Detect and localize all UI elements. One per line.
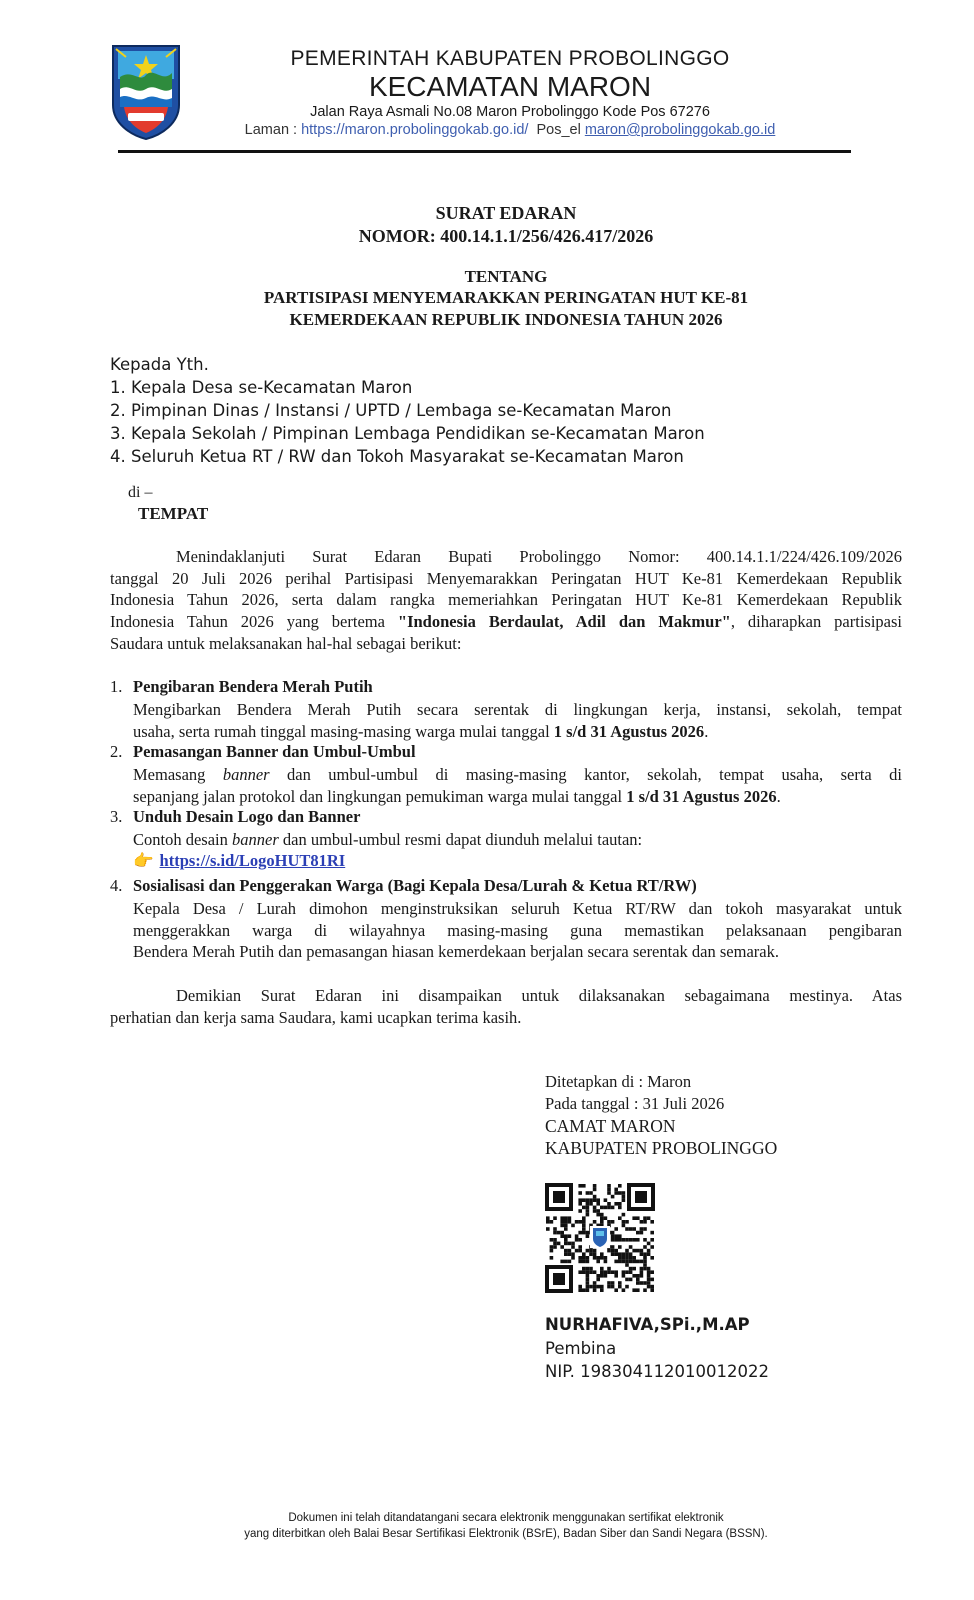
doc-type: SURAT EDARAN	[435, 203, 577, 223]
point-body: Contoh desain banner dan umbul-umbul resmi dapat diunduh melalui tautan:	[133, 830, 643, 849]
point-heading: Unduh Desain Logo dan Banner	[133, 807, 361, 826]
letterhead-address: Jalan Raya Asmali No.08 Maron Probolinggo Kode Pos 67276	[310, 104, 710, 120]
website-link[interactable]: https://maron.probolinggokab.go.id/	[301, 122, 529, 138]
point-heading: Pemasangan Banner dan Umbul-Umbul	[133, 742, 416, 761]
footer-note-2: yang diterbitkan oleh Balai Besar Sertifikasi Elektronik (BSrE), Badan Siber dan Sandi Negara (BSSN).	[244, 1528, 768, 1540]
point-number: 1.	[110, 677, 123, 696]
point-body: Kepala Desa / Lurah dimohon menginstruksikan seluruh Ketua RT/RW dan tokoh masyarakat untuk menggerakkan warga di wilayahnya masing-masing guna memastikan pelaksanaan pengibaran Bendera Merah Putih dan pemasangan hiasan kemerdekaan berjalan secara serentak dan semarak.	[133, 899, 902, 962]
point-number: 2.	[110, 742, 123, 761]
addressee-place: TEMPAT	[138, 504, 209, 523]
doc-number: NOMOR: 400.14.1.1/256/426.417/2026	[358, 226, 654, 246]
letterhead-government: PEMERINTAH KABUPATEN PROBOLINGGO	[290, 47, 730, 70]
addressee-di: di –	[128, 484, 153, 501]
signature-date: Pada tanggal : 31 Juli 2026	[545, 1094, 725, 1113]
signature-position: CAMAT MARON	[545, 1116, 676, 1136]
addressee-item: 2. Pimpinan Dinas / Instansi / UPTD / Lembaga se-Kecamatan Maron	[110, 401, 672, 420]
web-label: Laman :	[244, 122, 302, 138]
signer-rank: Pembina	[545, 1339, 617, 1358]
email-link[interactable]: maron@probolinggokab.go.id	[584, 122, 776, 138]
pointing-hand-icon: 👉	[133, 851, 154, 870]
addressee-item: 3. Kepala Sekolah / Pimpinan Lembaga Pendidikan se-Kecamatan Maron	[110, 424, 705, 443]
point-heading: Sosialisasi dan Penggerakan Warga (Bagi Kepala Desa/Lurah & Ketua RT/RW)	[133, 876, 697, 895]
point-body: Memasang banner dan umbul-umbul di masing-masing kantor, sekolah, tempat usaha, serta di sepanjang jalan protokol dan lingkungan pemukiman warga mulai tanggal 1 s/d 31 Agustus 2026.	[133, 765, 902, 806]
footer-note-1: Dokumen ini telah ditandatangani secara elektronik menggunakan sertifikat elektronik	[288, 1512, 724, 1524]
signature-place: Ditetapkan di : Maron	[545, 1072, 692, 1091]
download-link-row	[133, 851, 345, 871]
point-body: Mengibarkan Bendera Merah Putih secara serentak di lingkungan kerja, instansi, sekolah, tempat usaha, serta rumah tinggal masing-masing warga mulai tanggal 1 s/d 31 Agustus 2026.	[133, 700, 902, 741]
download-link[interactable]: https://s.id/LogoHUT81RI	[159, 851, 346, 870]
signer-nip: NIP. 198304112010012022	[545, 1362, 770, 1381]
signature-position-2: KABUPATEN PROBOLINGGO	[545, 1138, 778, 1158]
point-heading: Pengibaran Bendera Merah Putih	[133, 677, 373, 696]
point-number: 3.	[110, 807, 123, 826]
email-label: Pos_el	[528, 122, 585, 138]
opening-paragraph: Menindaklanjuti Surat Edaran Bupati Probolinggo Nomor: 400.14.1.1/224/426.109/2026 tanggal 20 Juli 2026 perihal Partisipasi Menyemarakkan Peringatan HUT Ke-81 Kemerdekaan Republik Indonesia Tahun 2026, serta dalam rangka memeriahkan Peringatan HUT Ke-81 Kemerdekaan Republik Indonesia Tahun 2026 yang bertema "Indonesia Berdaulat, Adil dan Makmur", diharapkan partisipasi Saudara untuk melaksanakan hal-hal sebagai berikut:	[110, 547, 902, 653]
letterhead-office: KECAMATAN MARON	[368, 71, 652, 102]
closing-paragraph: Demikian Surat Edaran ini disampaikan untuk dilaksanakan sebagaimana mestinya. Atas perhatian dan kerja sama Saudara, kami ucapkan terima kasih.	[110, 986, 902, 1027]
addressee-intro: Kepada Yth.	[110, 355, 209, 374]
signer-name: NURHAFIVA,SPi.,M.AP	[545, 1315, 750, 1334]
subject-label: TENTANG	[464, 267, 548, 286]
addressee-item: 4. Seluruh Ketua RT / RW dan Tokoh Masyarakat se-Kecamatan Maron	[110, 447, 684, 466]
point-number: 4.	[110, 876, 123, 895]
subject-line-2: KEMERDEKAAN REPUBLIK INDONESIA TAHUN 2026	[289, 310, 723, 329]
qr-code-icon	[545, 1183, 655, 1293]
addressee-item: 1. Kepala Desa se-Kecamatan Maron	[110, 378, 413, 397]
letterhead-divider	[118, 150, 851, 153]
letterhead-contacts	[170, 122, 850, 138]
subject-line-1: PARTISIPASI MENYEMARAKKAN PERINGATAN HUT KE-81	[263, 288, 749, 307]
